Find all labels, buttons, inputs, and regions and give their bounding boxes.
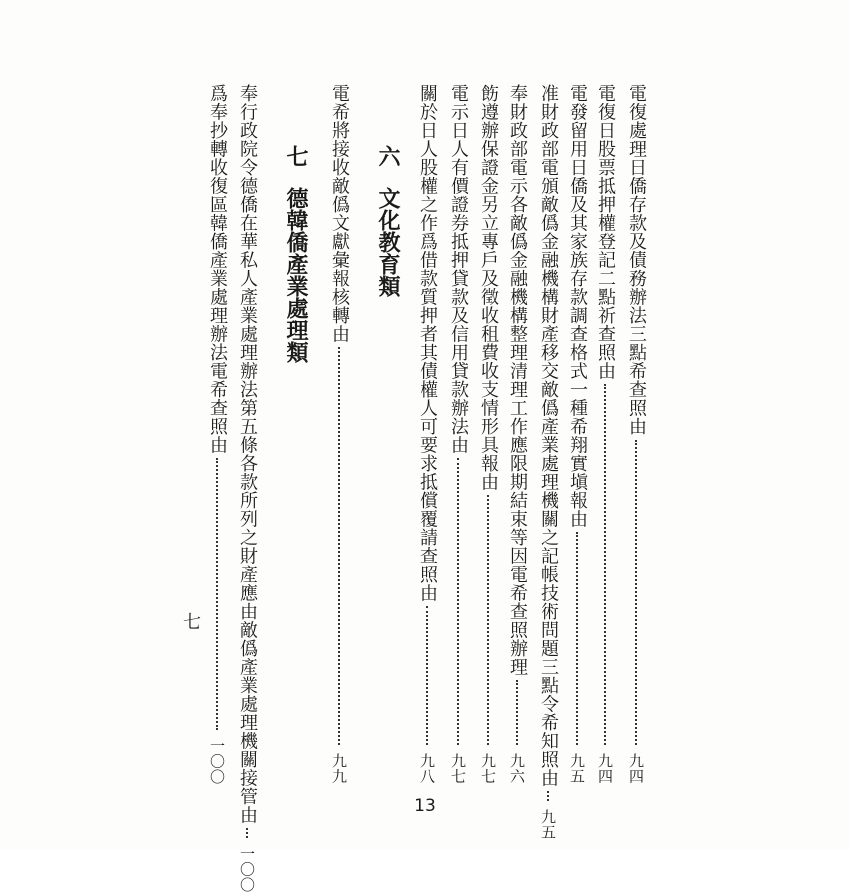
toc-entry-page: 九七	[479, 753, 497, 784]
toc-leader-dots	[246, 828, 248, 838]
toc-leader-dots	[426, 606, 428, 745]
toc-entry-title: 關於日人股權之作爲借款質押者其債權人可要求抵償覆請查照由	[417, 84, 438, 602]
original-page-mark: 七	[180, 612, 201, 630]
toc-entry-page: 九八	[418, 753, 436, 784]
toc-entry-title: 電示日人有價證券抵押貸款及信用貸款辦法由	[448, 84, 469, 454]
toc-entry-page: 九四	[627, 753, 645, 784]
toc-entry	[537, 84, 559, 840]
toc-entry	[477, 84, 499, 784]
toc-leader-dots	[516, 680, 518, 745]
section-heading-property	[280, 145, 311, 363]
toc-leader-dots	[457, 458, 459, 745]
toc-entry-title: 電希將接收敵僞文獻彙報核轉由	[329, 84, 350, 343]
toc-entry	[236, 84, 258, 893]
toc-entry-title: 電復日股票抵押權登記二點祈查照由	[595, 84, 616, 380]
page-number: 13	[414, 796, 436, 816]
toc-entry-title: 奉財政部電示各敵僞金融機構整理清理工作應限期結束等因電希查照辦理	[507, 84, 528, 676]
toc-entry-title: 飭遵辦保證金另立專戶及徵收租費收支情形具報由	[478, 84, 499, 491]
toc-entry-page: 九七	[449, 753, 467, 784]
toc-leader-dots	[216, 458, 218, 730]
toc-entry	[328, 84, 350, 784]
toc-entry-title: 電復處理日僑存款及債務辦法三點希查照由	[626, 84, 647, 436]
section-title: 德韓僑產業處理類	[283, 187, 308, 363]
toc-entry-page: 九四	[596, 753, 614, 784]
section-number: 七	[283, 145, 308, 167]
toc-leader-dots	[635, 440, 637, 746]
toc-leader-dots	[338, 347, 340, 745]
toc-entry	[506, 84, 528, 784]
section-title: 文化教育類	[375, 187, 400, 297]
toc-leader-dots	[604, 384, 606, 745]
toc-entry	[416, 84, 438, 784]
toc-entry-page: 一〇〇	[208, 737, 226, 784]
toc-entry-title: 爲奉抄轉收復區韓僑產業處理辦法電希查照由	[207, 84, 228, 454]
toc-leader-dots	[576, 532, 578, 745]
section-number: 六	[375, 145, 400, 167]
toc-entry-page: 九五	[539, 809, 557, 840]
toc-entry	[447, 84, 469, 784]
section-heading-culture	[372, 145, 403, 297]
toc-entry-page: 九五	[568, 753, 586, 784]
toc-entry	[625, 84, 647, 784]
toc-entry-title: 電發留用日僑及其家族存款調查格式一種希翔實塡報由	[567, 84, 588, 528]
toc-entry	[594, 84, 616, 784]
toc-entry	[566, 84, 588, 784]
toc-entry-page: 九九	[330, 753, 348, 784]
toc-leader-dots	[487, 495, 489, 745]
toc-entry-page: 九六	[508, 753, 526, 784]
toc-entry-page: 一〇〇	[238, 846, 256, 893]
toc-entry-title: 奉行政院令德僑在華私人產業處理辦法第五條各款所列之財產應由敵僞產業處理機關接管由	[237, 84, 258, 824]
toc-entry	[206, 84, 228, 784]
toc-entry-title: 准財政部電頒敵僞金融機構財產移交敵僞產業處理機關之記帳技術問題三點令希知照由	[538, 84, 559, 787]
